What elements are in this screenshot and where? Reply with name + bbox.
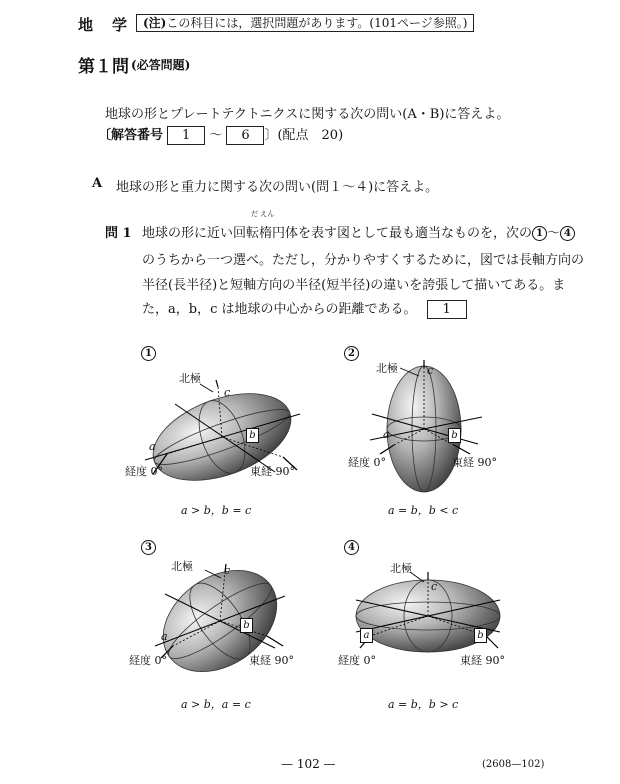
figure-1-number: 1 xyxy=(141,346,156,361)
page-code: (2608—102) xyxy=(482,759,545,770)
figure-4-east-label: 東経 90° xyxy=(460,654,505,667)
figure-2-east-label: 東経 90° xyxy=(452,456,497,469)
figure-3 xyxy=(125,536,315,716)
answer-range-tilde: 〜 xyxy=(209,128,223,143)
figure-3-b-label: b xyxy=(240,618,253,633)
choice-1-marker: 1 xyxy=(532,226,547,241)
figure-3-lon0-label: 経度 0° xyxy=(129,654,167,667)
figure-1-east-label: 東経 90° xyxy=(250,465,295,478)
figure-3-caption: a > b，a = c xyxy=(181,698,251,711)
part-text: 地球の形と重力に関する次の問い(問１〜４)に答えよ。 xyxy=(116,180,439,195)
question-line-4 xyxy=(142,298,467,319)
figure-4-a-label: a xyxy=(360,628,373,643)
choice-4-marker: 4 xyxy=(560,226,575,241)
figure-4-caption: a = b，b > c xyxy=(388,698,459,711)
figure-1-b-label: b xyxy=(246,428,259,443)
question-label: 問 1 xyxy=(105,226,132,241)
subject-title: 地 学 xyxy=(78,16,130,34)
page-number: — 102 — xyxy=(281,757,336,771)
header-note xyxy=(136,14,474,32)
question-line-2: のうちから一つ選べ。ただし，分かりやすくするために，図では長軸方向の xyxy=(142,253,585,268)
figure-2-north-label: 北極 xyxy=(376,362,398,375)
figure-4-b-label: b xyxy=(474,628,487,643)
figure-3-a-label: a xyxy=(161,630,168,643)
section-title: 第１問 xyxy=(78,57,129,77)
figure-2-caption: a = b，b < c xyxy=(388,504,459,517)
note-label: (注) xyxy=(143,16,167,30)
answer-range-close: 〕(配点 20) xyxy=(264,128,344,143)
figure-3-east-label: 東経 90° xyxy=(249,654,294,667)
figure-2-lon0-label: 経度 0° xyxy=(348,456,386,469)
figure-2-b-label: b xyxy=(448,428,461,443)
figure-4-number: 4 xyxy=(344,540,359,555)
question-line-1-tilde: 〜 xyxy=(547,226,561,241)
figure-2-a-label: a xyxy=(383,428,390,441)
answer-range-label: 〔解答番号 xyxy=(98,128,164,143)
question-line-3: 半径(長半径)と短軸方向の半径(短半径)の違いを誇張して描いてある。ま xyxy=(142,278,566,293)
figure-1-caption: a > b，b = c xyxy=(181,504,252,517)
answer-range-from: 1 xyxy=(167,126,205,145)
intro-line: 地球の形とプレートテクトニクスに関する次の問い(A・B)に答えよ。 xyxy=(105,107,510,122)
figure-3-c-label: c xyxy=(224,564,231,577)
figure-1-north-label: 北極 xyxy=(179,372,201,385)
question-line-4-text: た，a，b，c は地球の中心からの距離である。 xyxy=(142,302,417,317)
figure-4-north-label: 北極 xyxy=(390,562,412,575)
figure-1-lon0-label: 経度 0° xyxy=(125,465,163,478)
figure-1-a-label: a xyxy=(149,440,156,453)
figure-2 xyxy=(342,342,512,522)
question-line-1 xyxy=(142,222,575,241)
figure-4-c-label: c xyxy=(431,580,438,593)
question-line-1-text: 地球の形に近い回転楕円体を表す図として最も適当なものを，次の xyxy=(142,226,533,241)
note-text: この科目には，選択問題があります。(101ページ参照。) xyxy=(166,16,468,30)
figure-4-lon0-label: 経度 0° xyxy=(338,654,376,667)
figure-3-north-label: 北極 xyxy=(171,560,193,573)
answer-range-to: 6 xyxy=(226,126,264,145)
figure-2-c-label: c xyxy=(427,364,434,377)
part-letter: A xyxy=(92,176,103,191)
figure-4 xyxy=(330,536,530,716)
figure-2-number: 2 xyxy=(344,346,359,361)
answer-box-1[interactable]: 1 xyxy=(427,300,467,319)
answer-range xyxy=(98,124,343,145)
ruby-reading: だ えん xyxy=(251,210,275,218)
section-subtitle: (必答問題) xyxy=(131,58,191,72)
figure-1-c-label: c xyxy=(224,386,231,399)
figure-1 xyxy=(125,342,315,522)
figure-3-number: 3 xyxy=(141,540,156,555)
